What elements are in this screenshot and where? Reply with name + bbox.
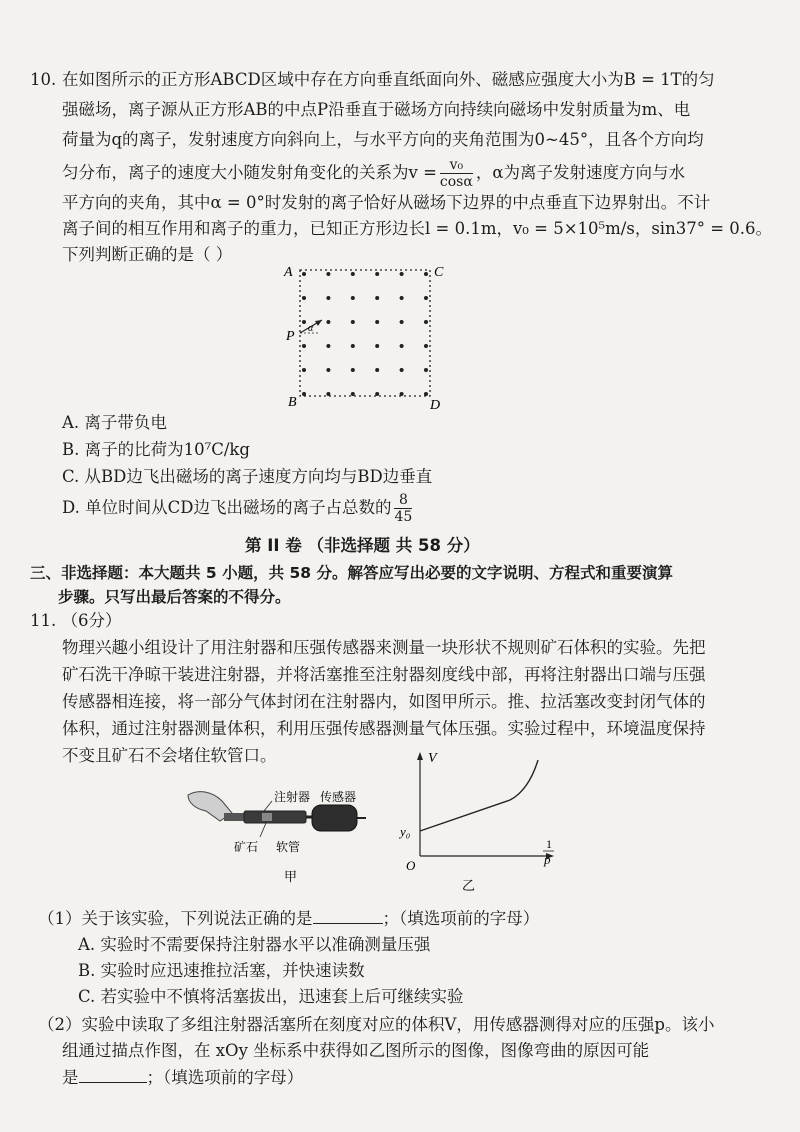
q11-sub1-tail: ；（填选项前的字母） [382,909,540,928]
field-dot [302,344,306,348]
x-axis-numerator: 1 [546,837,552,851]
velocity-fraction [440,157,473,190]
q11-sub1-option-c: C. 若实验中不慎将活塞拔出，迅速套上后可继续实验 [78,987,464,1006]
velocity-fraction-numerator: v₀ [440,157,473,174]
field-dot [302,272,306,276]
q11-sub1-option-b: B. 实验时应迅速推拉活塞，并快速读数 [78,961,365,980]
field-dot [400,272,404,276]
field-dot [424,344,428,348]
ore-pointer [260,823,266,837]
field-dot [375,368,379,372]
label-p: P [286,329,295,344]
answer-blank-1[interactable] [313,905,383,924]
field-dot [302,392,306,396]
q11-sub2-line-1: （2）实验中读取了多组注射器活塞所在刻度对应的体积V，用传感器测得对应的压强p。该小 [38,1015,715,1034]
q11-sub1-text: （1）关于该实验，下列说法正确的是 [38,909,313,928]
field-dot [302,296,306,300]
field-dot [326,368,330,372]
plunger-handle [224,813,244,821]
field-dot [351,392,355,396]
field-dot [351,272,355,276]
q10-line-3: 荷量为q的离子，发射速度方向斜向上，与水平方向的夹角范围为0~45°，且各个方向均 [62,130,704,149]
field-dot [400,320,404,324]
field-dot [302,320,306,324]
q11-para-1: 物理兴趣小组设计了用注射器和压强传感器来测量一块形状不规则矿石体积的实验。先把 [62,638,706,657]
square-boundary [300,270,430,396]
q10-option-d-text: D. 单位时间从CD边飞出磁场的离子占总数的 [62,498,392,517]
q10-line-6: 离子间的相互作用和离子的重力，已知正方形边长l = 0.1m，v₀ = 5×10⁵m/s，sin37° = 0.6。 [62,219,773,238]
q10-number: 10. [30,70,57,89]
q11-para-3: 传感器相连接，将一部分气体封闭在注射器内，如图甲所示。推、拉活塞改变封闭气体的 [62,692,706,711]
syringe-pointer [264,801,272,811]
field-dot [326,392,330,396]
x-axis-denominator: p [544,852,551,867]
q10-line-2: 强磁场，离子源从正方形AB的中点P沿垂直于磁场方向持续向磁场中发射质量为m、电 [62,100,691,119]
q10-line-4b: ，α为离子发射速度方向与水 [475,163,685,182]
ore-sample [262,813,272,821]
section3-line-1: 三、非选择题：本大题共 5 小题，共 58 分。解答应写出必要的文字说明、方程式和重要演算 [30,564,673,582]
label-c: C [434,265,444,280]
label-alpha: α [308,323,314,334]
field-dot [424,296,428,300]
y0-label: y₀ [400,824,411,839]
label-tube: 软管 [276,840,301,854]
q11-sub1-option-a: A. 实验时不需要保持注射器水平以准确测量压强 [78,935,431,954]
q10-line-4 [62,155,685,191]
field-dot [351,368,355,372]
label-sensor: 传感器 [320,790,357,804]
q11-para-2: 矿石洗干净晾干装进注射器，并将活塞推至注射器刻度线中部，再将注射器出口端与压强 [62,665,706,684]
label-ore: 矿石 [234,840,259,854]
field-dot [424,392,428,396]
q11-number: 11. （6分） [30,611,122,630]
origin-label: O [406,858,416,873]
field-dot [375,344,379,348]
q11-sub2-line-3a: 是 [62,1068,79,1087]
v-vs-inverse-p-graph [390,748,570,893]
option-d-denominator: 45 [394,509,413,525]
q10-line-1: 在如图所示的正方形ABCD区域中存在方向垂直纸面向外、磁感应强度大小为B = 1T的匀 [62,70,715,89]
field-dot [375,296,379,300]
part2-title: 第 II 卷 （非选择题 共 58 分） [245,536,480,555]
option-d-fraction [394,492,412,525]
field-dot [375,320,379,324]
field-dot [424,272,428,276]
q11-sub2-line-2: 组通过描点作图，在 xOy 坐标系中获得如乙图所示的图像，图像弯曲的原因可能 [62,1041,650,1060]
caption-yi: 乙 [462,878,476,893]
field-dot [400,296,404,300]
option-d-numerator: 8 [394,492,412,509]
field-dot [326,320,330,324]
q10-option-b: B. 离子的比荷为10⁷C/kg [62,440,250,459]
q10-line-5: 平方向的夹角，其中α = 0°时发射的离子恰好从磁场下边界的中点垂直下边界射出。不计 [62,193,711,212]
caption-jia: 甲 [284,869,298,884]
q10-line-4a: 匀分布，离子的速度大小随发射角变化的关系为v = [62,163,437,182]
q11-sub1 [38,905,539,932]
q11-para-4: 体积，通过注射器测量体积，利用压强传感器测量气体压强。实验过程中，环境温度保持 [62,719,706,738]
answer-blank-2[interactable] [79,1064,147,1083]
field-dot [375,272,379,276]
syringe-body [244,811,306,823]
field-dot [375,392,379,396]
magnetic-field-figure [270,258,460,413]
y-axis-label: V [428,751,437,766]
field-dot [400,368,404,372]
q10-option-c: C. 从BD边飞出磁场的离子速度方向均与BD边垂直 [62,467,433,486]
q10-line-7: 下列判断正确的是（ ） [62,245,233,264]
field-dot [326,272,330,276]
label-d: D [430,398,441,413]
field-dot [400,392,404,396]
section3-line-2: 步骤。只写出最后答案的不得分。 [58,588,291,606]
field-dot [351,296,355,300]
label-a: A [284,265,293,280]
field-dot [326,296,330,300]
q11-sub2-line-3 [62,1064,303,1091]
graph-curve [420,760,538,831]
q10-option-d [62,490,415,526]
q11-sub2-line-3b: ；（填选项前的字母） [146,1068,304,1087]
field-dot [400,344,404,348]
field-dots [302,272,428,396]
velocity-fraction-denominator: cosα [439,174,473,190]
field-dot [302,368,306,372]
q10-option-a: A. 离子带负电 [62,413,167,432]
field-dot [424,320,428,324]
field-dot [424,368,428,372]
field-dot [351,344,355,348]
pressure-sensor [312,805,357,831]
q11-para-5: 不变且矿石不会堵住软管口。 [62,746,277,765]
field-dot [351,320,355,324]
label-b: B [288,395,297,410]
y-axis-arrow [417,752,423,760]
label-syringe: 注射器 [274,790,311,804]
syringe-apparatus-figure [180,775,380,885]
field-dot [326,344,330,348]
